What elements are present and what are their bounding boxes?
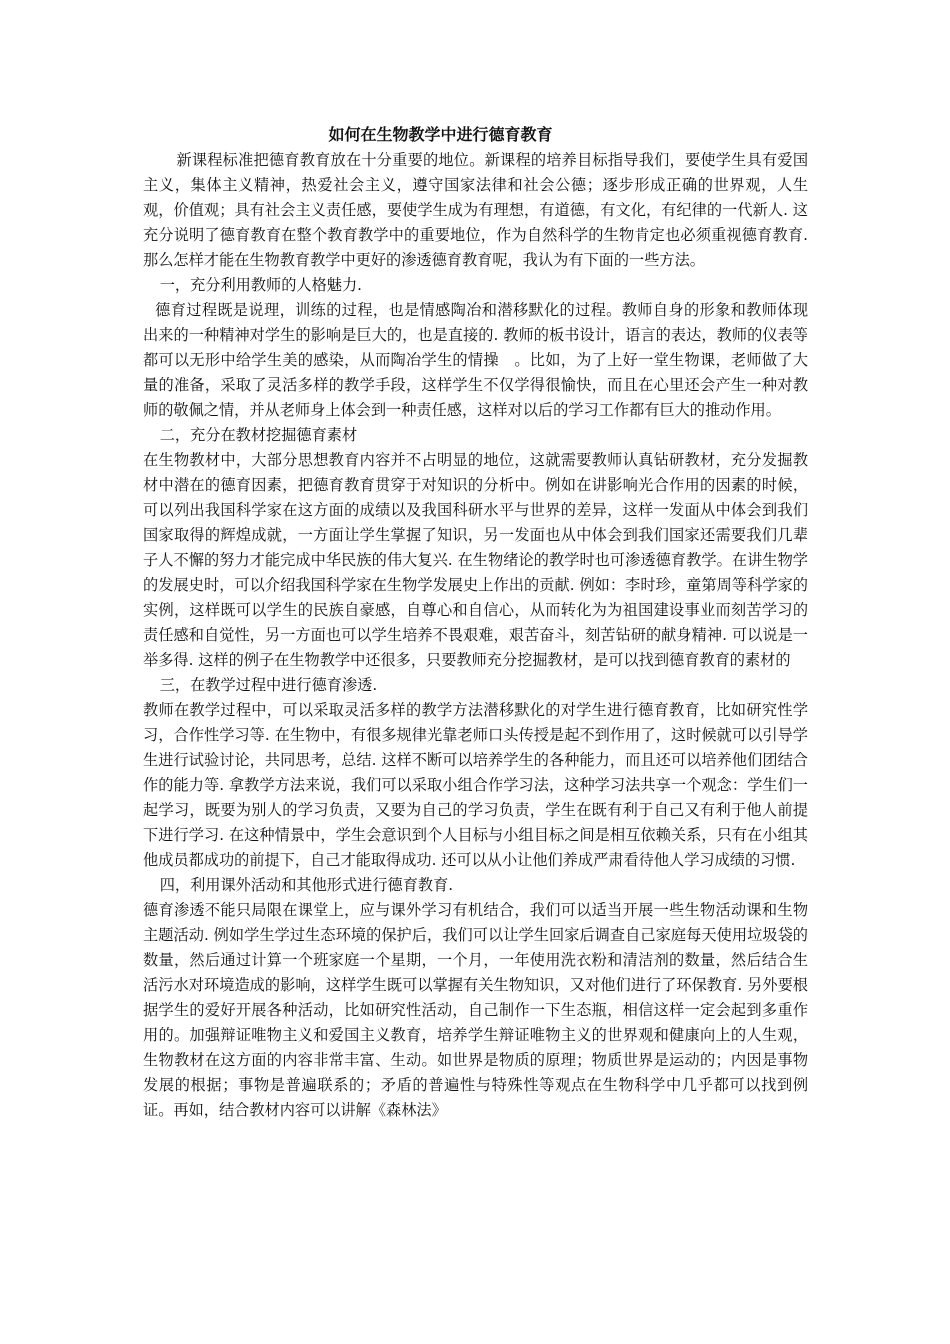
section-body-4: 德育渗透不能只局限在课堂上，应与课外学习有机结合，我们可以适当开展一些生物活动课和生物主题活动. 例如学生学过生态环境的保护后，我们可以让学生回家后调查自己家庭每天使用垃圾袋的数量，然后通过计算一个班家庭一个星期，一个月，一年使用洗衣粉和清洁剂的数量，然后结合生活污水对环境造成的影响，这样学生既可以掌握有关生物知识，又对他们进行了环保教育. 另外要根据学生的爱好开展各种活动，比如研究性活动，自己制作一下生态瓶，相信这样一定会起到多重作用的。加强辩证唯物主义和爱国主义教育，培养学生辩证唯物主义的世界观和健康向上的人生观，生物教材在这方面的内容非常丰富、生动。如世界是物质的原理；物质世界是运动的；内因是事物发展的根据；事物是普遍联系的；矛盾的普遍性与特殊性等观点在生物科学中几乎都可以找到例证。再如，结合教材内容可以讲解《森林法》: [143, 901, 808, 1119]
section-heading-1: 一，充分利用教师的人格魅力.: [159, 276, 362, 294]
section-heading-2: 二，充分在教材挖掘德育素材: [159, 426, 358, 444]
section-heading-4: 四，利用课外活动和其他形式进行德育教育.: [159, 876, 454, 894]
intro-paragraph: 新课程标准把德育教育放在十分重要的地位。新课程的培养目标指导我们，要使学生具有爱国主义，集体主义精神，热爱社会主义，遵守国家法律和社会公德；逐步形成正确的世界观，人生观，价值观；具有社会主义责任感，要使学生成为有理想，有道德，有文化，有纪律的一代新人. 这充分说明了德育教育在整个教育教学中的重要地位，作为自然科学的生物肯定也必须重视德育教育. 那么怎样才能在生物教育教学中更好的渗透德育教育呢，我认为有下面的一些方法。: [143, 151, 808, 269]
section-heading-3: 三，在教学过程中进行德育渗透.: [159, 676, 378, 694]
section-body-2: 在生物教材中，大部分思想教育内容并不占明显的地位，这就需要教师认真钻研教材，充分发掘教材中潜在的德育因素，把德育教育贯穿于对知识的分析中。例如在讲影响光合作用的因素的时候，可以列出我国科学家在这方面的成绩以及我国科研水平与世界的差异，这样一发面从中体会到我们国家取得的辉煌成就，一方面让学生掌握了知识，另一发面也从中体会到我们国家还需要我们几辈子人不懈的努力才能完成中华民族的伟大复兴. 在生物绪论的教学时也可渗透德育教学。在讲生物学的发展史时，可以介绍我国科学家在生物学发展史上作出的贡献. 例如：李时珍，童第周等科学家的实例，这样既可以学生的民族自豪感，自尊心和自信心，从而转化为为祖国建设事业而刻苦学习的责任感和自觉性，另一方面也可以学生培养不畏艰难，艰苦奋斗，刻苦钻研的献身精神. 可以说是一举多得. 这样的例子在生物教学中还很多，只要教师充分挖掘教材，是可以找到德育教育的素材的: [143, 451, 808, 669]
document-title: 如何在生物教学中进行德育教育: [328, 125, 553, 144]
section-body-3: 教师在教学过程中，可以采取灵活多样的教学方法潜移默化的对学生进行德育教育，比如研究性学习，合作性学习等. 在生物中，有很多规律光靠老师口头传授是起不到作用了，这时候就可以引导学生进行试验讨论，共同思考，总结. 这样不断可以培养学生的各种能力，而且还可以培养他们团结合作的能力等. 拿教学方法来说，我们可以采取小组合作学习法，这种学习法共享一个观念：学生们一起学习，既要为别人的学习负责，又要为自己的学习负责，学生在既有利于自己又有利于他人前提下进行学习. 在这种情景中，学生会意识到个人目标与小组目标之间是相互依赖关系，只有在小组其他成员都成功的前提下，自己才能取得成功. 还可以从小让他们养成严肃看待他人学习成绩的习惯.: [143, 701, 808, 869]
document-page: [143, 124, 808, 1123]
section-body-1: 德育过程既是说理，训练的过程，也是情感陶冶和潜移默化的过程。教师自身的形象和教师体现出来的一种精神对学生的影响是巨大的，也是直接的. 教师的板书设计，语言的表达，教师的仪表等都可以无形中给学生美的感染，从而陶冶学生的情操 。比如，为了上好一堂生物课，老师做了大量的准备，采取了灵活多样的教学手段，这样学生不仅学得很愉快，而且在心里还会产生一种对教师的敬佩之情，并从老师身上体会到一种责任感，这样对以后的学习工作都有巨大的推动作用。: [143, 301, 808, 419]
